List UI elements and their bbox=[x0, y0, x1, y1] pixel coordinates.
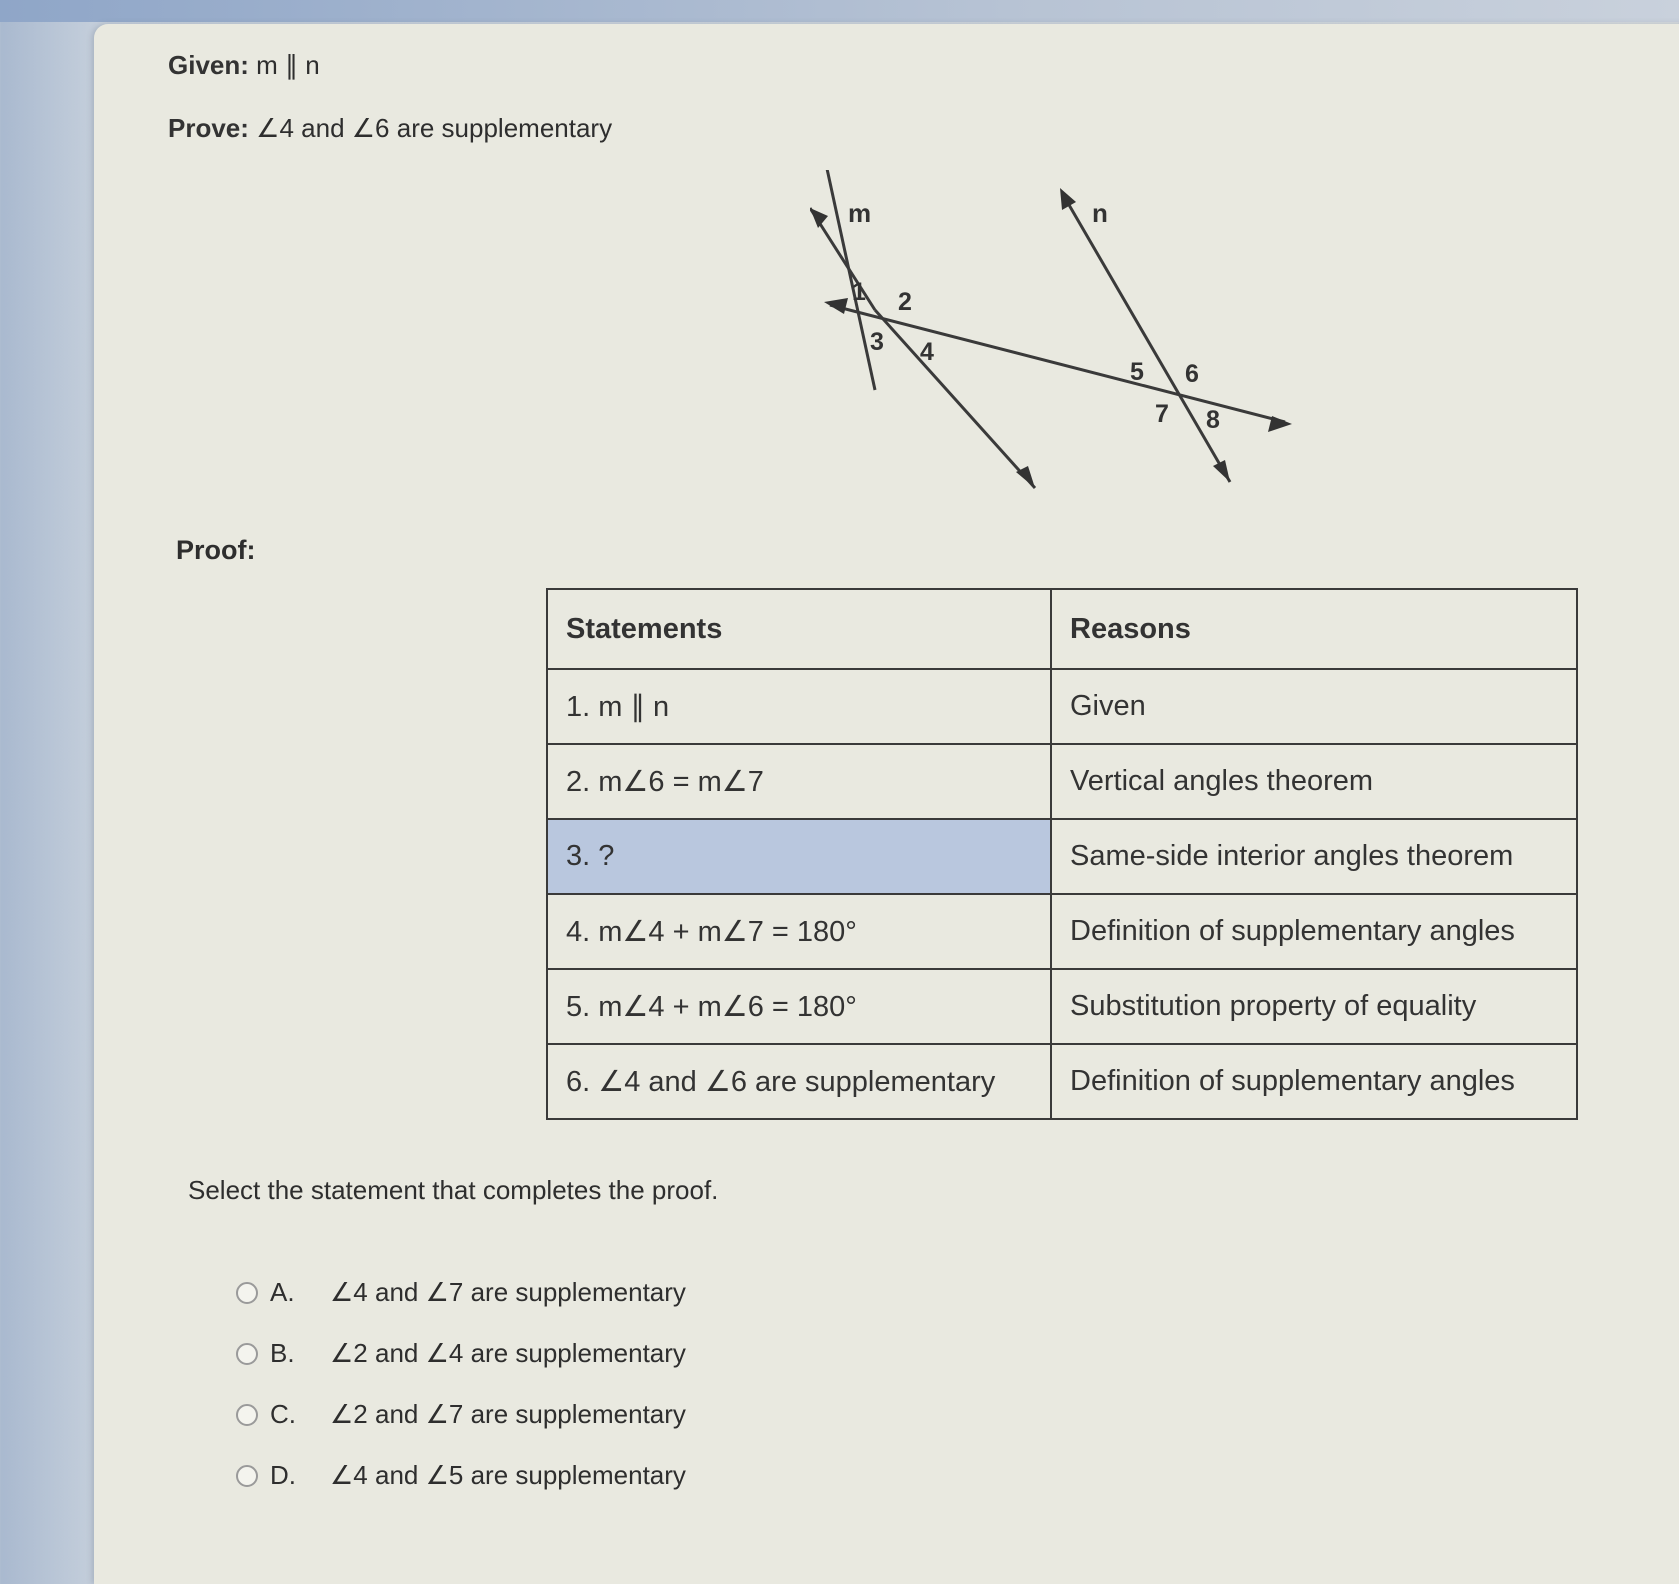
reason-cell: Vertical angles theorem bbox=[1051, 744, 1577, 819]
arrow-head-n-top bbox=[1060, 188, 1076, 210]
given-text: m ∥ n bbox=[256, 50, 320, 80]
choice-text: ∠4 and ∠5 are supplementary bbox=[330, 1460, 686, 1490]
proof-table bbox=[546, 588, 1578, 1120]
angle-3: 3 bbox=[870, 328, 884, 356]
angle-8: 8 bbox=[1206, 406, 1220, 434]
prove-label: Prove: bbox=[168, 113, 249, 143]
prove-statement bbox=[168, 113, 612, 144]
angle-5: 5 bbox=[1130, 358, 1144, 386]
given-label: Given: bbox=[168, 50, 249, 80]
angle-4: 4 bbox=[920, 338, 934, 366]
reason-cell: Given bbox=[1051, 669, 1577, 744]
choice-letter: A. bbox=[270, 1277, 295, 1307]
browser-top-bar bbox=[0, 0, 1679, 22]
reason-cell: Definition of supplementary angles bbox=[1051, 894, 1577, 969]
choice-letter: B. bbox=[270, 1338, 295, 1368]
reason-cell: Same-side interior angles theorem bbox=[1051, 819, 1577, 894]
header-statements: Statements bbox=[547, 589, 1051, 669]
statement-cell: 5. m∠4 + m∠6 = 180° bbox=[547, 969, 1051, 1044]
line-n bbox=[1065, 198, 1230, 482]
parallel-lines-diagram bbox=[810, 170, 1310, 500]
prove-text: ∠4 and ∠6 are supplementary bbox=[256, 113, 613, 143]
transversal-line bbox=[830, 305, 1285, 422]
choice-letter: D. bbox=[270, 1460, 296, 1490]
choice-a[interactable] bbox=[236, 1262, 686, 1323]
table-row bbox=[547, 819, 1577, 894]
reason-cell: Substitution property of equality bbox=[1051, 969, 1577, 1044]
radio-button-c[interactable] bbox=[236, 1404, 258, 1426]
header-reasons: Reasons bbox=[1051, 589, 1577, 669]
table-row bbox=[547, 669, 1577, 744]
choice-b[interactable] bbox=[236, 1323, 686, 1384]
given-statement bbox=[168, 50, 320, 81]
arrow-head-m-top bbox=[810, 208, 828, 228]
choice-c[interactable] bbox=[236, 1384, 686, 1445]
angle-6: 6 bbox=[1185, 360, 1199, 388]
arrow-head-t-right bbox=[1268, 416, 1292, 432]
angle-2: 2 bbox=[898, 288, 912, 316]
statement-cell: 6. ∠4 and ∠6 are supplementary bbox=[547, 1044, 1051, 1119]
table-row bbox=[547, 969, 1577, 1044]
angle-1: 1 bbox=[852, 278, 866, 306]
arrow-head-n-bottom bbox=[1213, 460, 1230, 482]
answer-choices bbox=[236, 1262, 686, 1506]
choice-letter: C. bbox=[270, 1399, 296, 1429]
statement-cell: 2. m∠6 = m∠7 bbox=[547, 744, 1051, 819]
table-row bbox=[547, 744, 1577, 819]
angle-7: 7 bbox=[1155, 400, 1169, 428]
choice-text: ∠2 and ∠7 are supplementary bbox=[330, 1399, 686, 1429]
instruction-text: Select the statement that completes the proof. bbox=[188, 1175, 719, 1205]
radio-button-b[interactable] bbox=[236, 1343, 258, 1365]
choice-text: ∠2 and ∠4 are supplementary bbox=[330, 1338, 686, 1368]
missing-statement-cell[interactable]: 3. ? bbox=[547, 819, 1051, 894]
statement-cell: 4. m∠4 + m∠7 = 180° bbox=[547, 894, 1051, 969]
choice-d[interactable] bbox=[236, 1445, 686, 1506]
table-header-row bbox=[547, 589, 1577, 669]
arrow-head-t-left bbox=[824, 298, 848, 314]
statement-cell: 1. m ∥ n bbox=[547, 669, 1051, 744]
table-row bbox=[547, 1044, 1577, 1119]
proof-label: Proof: bbox=[176, 535, 256, 565]
radio-button-a[interactable] bbox=[236, 1282, 258, 1304]
label-m: m bbox=[848, 198, 872, 228]
label-n: n bbox=[1092, 198, 1108, 228]
reason-cell: Definition of supplementary angles bbox=[1051, 1044, 1577, 1119]
table-row bbox=[547, 894, 1577, 969]
choice-text: ∠4 and ∠7 are supplementary bbox=[330, 1277, 686, 1307]
radio-button-d[interactable] bbox=[236, 1465, 258, 1487]
